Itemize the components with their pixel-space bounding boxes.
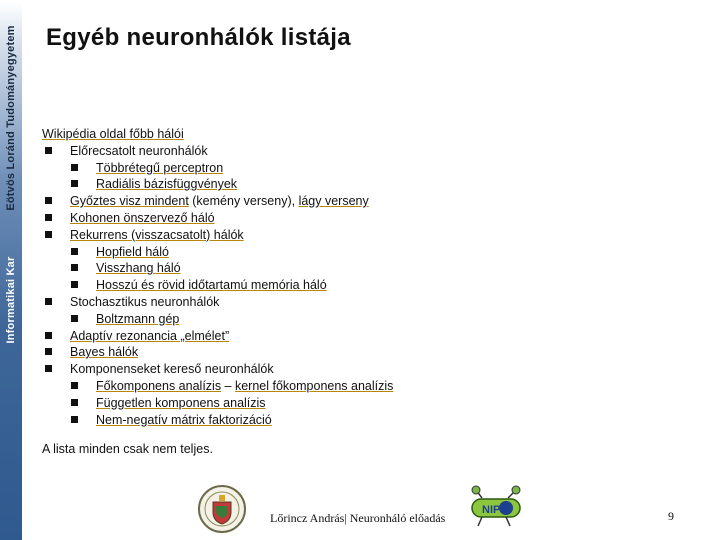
wikipedia-link[interactable]: Wikipédia oldal főbb hálói <box>42 127 184 141</box>
square-bullet-icon <box>71 180 78 187</box>
square-bullet-icon <box>45 231 52 238</box>
list-item <box>42 193 682 210</box>
list-item <box>42 227 682 244</box>
nipg-logo-icon <box>462 484 532 530</box>
square-bullet-icon <box>45 147 52 154</box>
list-item <box>42 244 682 261</box>
square-bullet-icon <box>45 298 52 305</box>
faculty-name: Informatikai Kar <box>5 256 17 344</box>
square-bullet-icon <box>45 197 52 204</box>
recurrent-link[interactable]: Rekurrens (visszacsatolt) hálók <box>70 227 244 242</box>
rbf-link[interactable]: Radiális bázisfüggvények <box>96 177 238 192</box>
list-item <box>42 160 682 177</box>
square-bullet-icon <box>71 315 78 322</box>
square-bullet-icon <box>45 214 52 221</box>
soft-competition-link[interactable]: lágy verseny <box>298 194 369 209</box>
boltzmann-link[interactable]: Boltzmann gép <box>96 311 180 326</box>
list-item <box>42 277 682 294</box>
nmf-link[interactable]: Nem-negatív mátrix faktorizáció <box>96 412 272 427</box>
square-bullet-icon <box>71 164 78 171</box>
list-item <box>42 260 682 277</box>
square-bullet-icon <box>71 382 78 389</box>
square-bullet-icon <box>71 248 78 255</box>
square-bullet-icon <box>45 348 52 355</box>
list-item <box>42 176 682 193</box>
list-item <box>42 395 682 412</box>
list-item <box>42 210 682 227</box>
ica-link[interactable]: Független komponens analízis <box>96 395 266 410</box>
winner-takes-all-link[interactable]: Győztes visz mindent <box>70 194 189 209</box>
hopfield-link[interactable]: Hopfield háló <box>96 244 169 259</box>
note-text: A lista minden csak nem teljes. <box>42 442 213 457</box>
logo-text: NIPG <box>482 504 509 516</box>
university-seal-icon <box>197 484 247 534</box>
art-link[interactable]: Adaptív rezonancia „elmélet” <box>70 328 230 343</box>
list-item <box>42 361 682 378</box>
sidebar-band <box>0 0 22 540</box>
echo-state-link[interactable]: Visszhang háló <box>96 261 181 276</box>
square-bullet-icon <box>71 416 78 423</box>
pca-link[interactable]: Főkomponens analízis <box>96 378 222 393</box>
footer-author-course: Lőrincz András| Neuronháló előadás <box>270 511 446 525</box>
item-text: Stochasztikus neuronhálók <box>70 294 220 309</box>
mlp-link[interactable]: Többrétegű perceptron <box>96 160 224 175</box>
bayes-link[interactable]: Bayes hálók <box>70 345 139 360</box>
square-bullet-icon <box>45 365 52 372</box>
university-name: Eötvös Loránd Tudományegyetem <box>5 25 17 211</box>
list-item <box>42 412 682 429</box>
list-item <box>42 344 682 361</box>
list-item <box>42 328 682 345</box>
square-bullet-icon <box>71 264 78 271</box>
square-bullet-icon <box>71 281 78 288</box>
item-text: (kemény verseny), <box>188 194 299 209</box>
kohonen-link[interactable]: Kohonen önszervező háló <box>70 210 215 225</box>
list-item <box>42 294 682 311</box>
list-item <box>42 143 682 160</box>
item-text: Előrecsatolt neuronhálók <box>70 143 208 158</box>
square-bullet-icon <box>45 332 52 339</box>
list-item <box>42 378 682 395</box>
square-bullet-icon <box>71 399 78 406</box>
slide-content <box>42 126 682 458</box>
slide-title: Egyéb neuronhálók listája <box>46 24 351 51</box>
item-text: Komponenseket kereső neuronhálók <box>70 362 274 377</box>
page-number: 9 <box>668 509 674 523</box>
lstm-link[interactable]: Hosszú és rövid időtartamú memória háló <box>96 278 327 293</box>
list-item <box>42 311 682 328</box>
item-text: – <box>221 378 235 393</box>
kernel-pca-link[interactable]: kernel főkomponens analízis <box>234 378 394 393</box>
list-item <box>42 126 682 143</box>
